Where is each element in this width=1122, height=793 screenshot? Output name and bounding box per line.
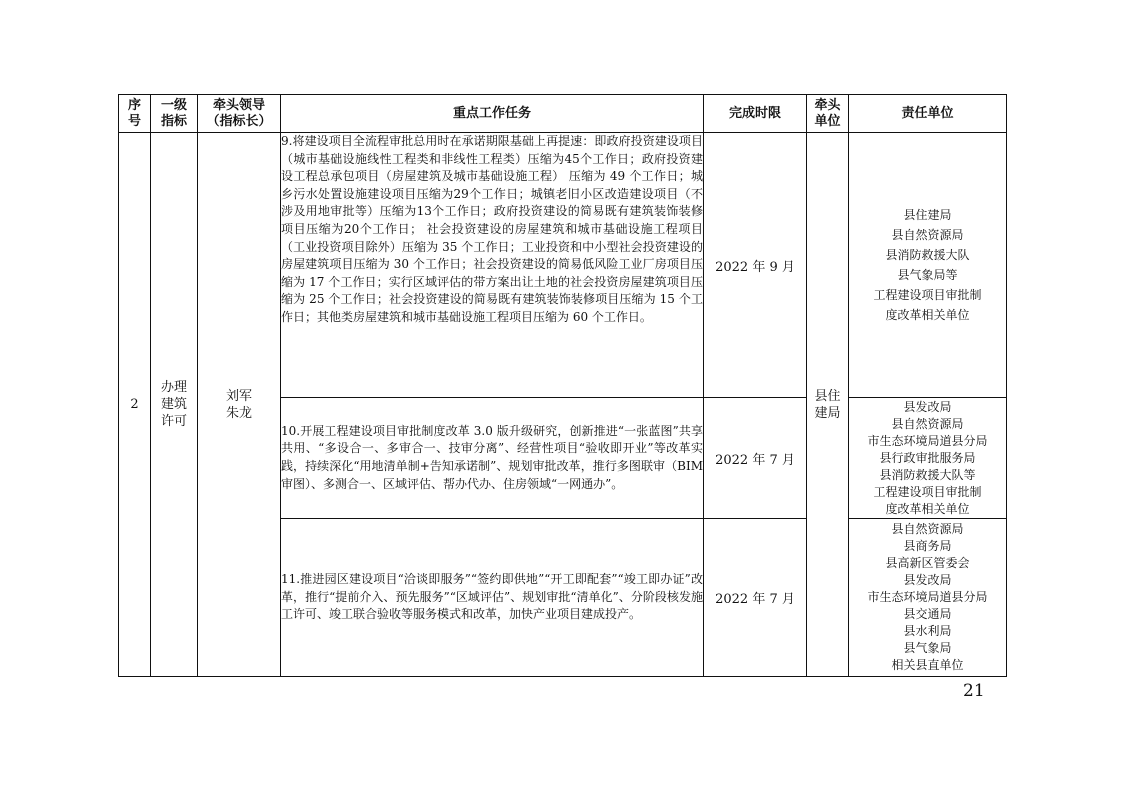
header-indicator: 一级 指标: [151, 95, 198, 133]
header-row: [119, 95, 1007, 133]
header-deadline: 完成时限: [704, 95, 807, 133]
header-lead-unit: 牵头 单位: [807, 95, 849, 133]
task-10-deadline: 2022 年 7 月: [704, 398, 807, 519]
header-resp-units: 责任单位: [849, 95, 1007, 133]
header-leader: 牵头领导 （指标长）: [198, 95, 281, 133]
task-9-deadline: 2022 年 9 月: [704, 133, 807, 398]
row-seq: 2: [119, 133, 151, 677]
task-11-resp-units: 县自然资源局 县商务局 县高新区管委会 县发改局 市生态环境局道县分局 县交通局 县水利局 县气象局 相关县直单位: [849, 519, 1007, 677]
page-number: 21: [963, 681, 985, 701]
row-lead-unit: 县住 建局: [807, 133, 849, 677]
task-9-text: 9.将建设项目全流程审批总用时在承诺期限基础上再提速：即政府投资建设项目（城市基础设施线性工程类和非线性工程类）压缩为45个工作日；政府投资建设工程总承包项目（房屋建筑及城市基础设施工程） 压缩为 49 个工作日；城乡污水处置设施建设项目压缩为29个工作日；城镇老旧小区改造建设项目（不涉及用地审批等）压缩为13个工作日；政府投资建设的简易既有建筑装饰装修项目压缩为20个工作日； 社会投资建设的房屋建筑和城市基础设施工程项目（工业投资项目除外）压缩为 35 个工作日；工业投资和中小型社会投资建设的房屋建筑项目压缩为 30 个工作日；社会投资建设的简易低风险工业厂房项目压缩为 17 个工作日；实行区域评估的带方案出让土地的社会投资房屋建筑项目压缩为 25 个工作日；社会投资建设的简易既有建筑装饰装修项目压缩为 15 个工作日；其他类房屋建筑和城市基础设施工程项目压缩为 60 个工作日。: [281, 133, 704, 398]
row-leader: 刘军 朱龙: [198, 133, 281, 677]
header-seq: 序 号: [119, 95, 151, 133]
task-11-deadline: 2022 年 7 月: [704, 519, 807, 677]
row-indicator: 办理 建筑 许可: [151, 133, 198, 677]
table-row: [119, 133, 1007, 398]
task-10-resp-units: 县发改局 县自然资源局 市生态环境局道县分局 县行政审批服务局 县消防救援大队等 工程建设项目审批制 度改革相关单位: [849, 398, 1007, 519]
task-11-text: 11.推进园区建设项目“洽谈即服务”“签约即供地”“开工即配套”“竣工即办证”改革，推行“提前介入、预先服务”“区域评估”、规划审批“清单化”、分阶段核发施工许可、竣工联合验收等服务模式和改革，加快产业项目建成投产。: [281, 519, 704, 677]
work-task-table: [118, 94, 1007, 677]
header-task: 重点工作任务: [281, 95, 704, 133]
task-10-text: 10.开展工程建设项目审批制度改革 3.0 版升级研究，创新推进“一张蓝图”共享共用、“多设合一、多审合一、技审分离”、经营性项目“验收即开业”等改革实践，持续深化“用地清单制+告知承诺制”、规划审批改革，推行多图联审（BIM 审图）、多测合一、区域评估、帮办代办、住房领域“一网通办”。: [281, 398, 704, 519]
task-9-resp-units: 县住建局 县自然资源局 县消防救援大队 县气象局等 工程建设项目审批制 度改革相关单位: [849, 133, 1007, 398]
